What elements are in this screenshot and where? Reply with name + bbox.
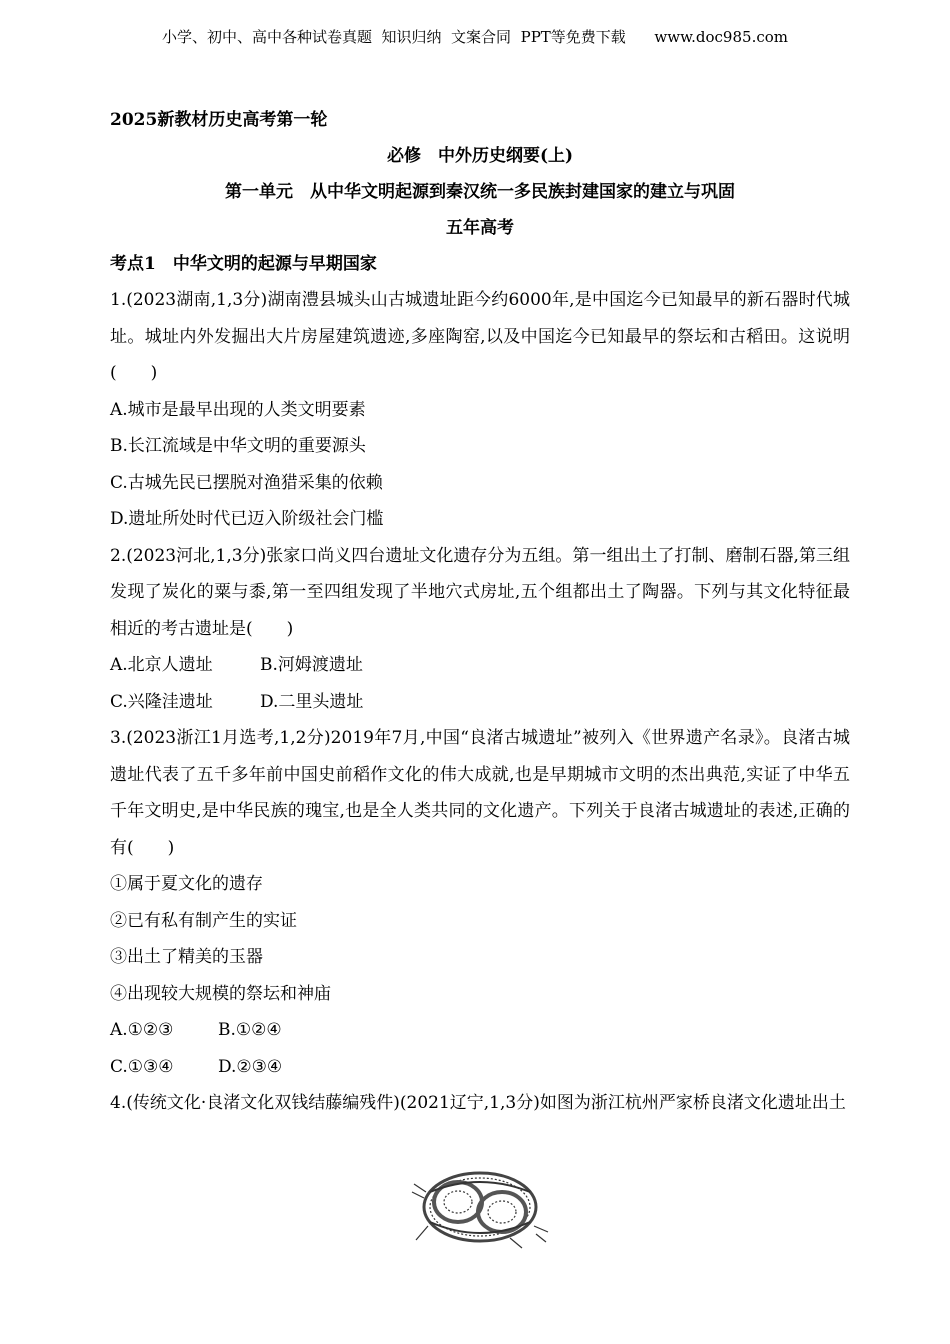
q3-option-a: A.①②③ [110,1020,174,1040]
site-header: 小学、初中、高中各种试卷真题 知识归纳 文案合同 PPT等免费下载 www.doc985.com [161,28,788,46]
q1-option-c: C.古城先民已摆脱对渔猎采集的依赖 [110,472,383,493]
q2-option-a: A.北京人遗址 [110,655,213,675]
q2-options-row-2 [110,684,850,721]
q3-item-2: ②已有私有制产生的实证 [110,910,297,931]
q3-item-1: ①属于夏文化的遗存 [110,874,263,894]
rattan-knot-figure [410,1162,550,1252]
q3-item-4: ④出现较大规模的祭坛和神庙 [110,983,331,1004]
question-2 [110,538,850,721]
doc-title: 2025新教材历史高考第一轮 [110,110,328,130]
q3-options-row-1 [110,1012,850,1049]
q2-options-row-1 [110,647,850,684]
q1-option-b: B.长江流域是中华文明的重要源头 [110,436,366,456]
question-2-stem: 2.(2023河北,1,3分)张家口尚义四台遗址文化遗存分为五组。第一组出土了打制、磨制石器,第三组发现了炭化的粟与黍,第一至四组发现了半地穴式房址,五个组都出土了陶器。下列与其文化特征最相近的考古遗址是( ) [110,545,850,639]
section-title: 五年高考 [446,218,514,238]
unit-title: 第一单元 从中华文明起源到秦汉统一多民族封建国家的建立与巩固 [225,182,735,202]
question-4 [110,1085,850,1122]
question-4-stem: 4.(传统文化·良渚文化双钱结藤编残件)(2021辽宁,1,3分)如图为浙江杭州严家桥良渚文化遗址出土 [110,1093,846,1113]
q2-option-d: D.二里头遗址 [260,691,364,712]
q2-option-c: C.兴隆洼遗址 [110,691,213,712]
q3-option-c: C.①③④ [110,1056,174,1077]
topic-heading: 考点1 中华文明的起源与早期国家 [110,254,377,274]
q1-option-d: D.遗址所处时代已迈入阶级社会门槛 [110,509,384,529]
q3-option-b: B.①②④ [218,1020,282,1040]
question-3 [110,720,850,1085]
q1-option-a: A.城市是最早出现的人类文明要素 [110,399,366,420]
q3-item-3: ③出土了精美的玉器 [110,947,263,967]
document-body [110,102,850,1122]
doc-subtitle: 必修 中外历史纲要(上) [386,146,574,166]
question-1-stem: 1.(2023湖南,1,3分)湖南澧县城头山古城遗址距今约6000年,是中国迄今已知最早的新石器时代城址。城址内外发掘出大片房屋建筑遗迹,多座陶窑,以及中国迄今已知最早的祭坛和古稻田。这说明( ) [110,290,850,383]
q3-option-d: D.②③④ [218,1056,283,1077]
question-3-stem: 3.(2023浙江1月选考,1,2分)2019年7月,中国“良渚古城遗址”被列入《世界遗产名录》。良渚古城遗址代表了五千多年前中国史前稻作文化的伟大成就,也是早期城市文明的杰出典范,实证了中华五千年文明史,是中华民族的瑰宝,也是全人类共同的文化遗产。下列关于良渚古城遗址的表述,正确的有( ) [110,728,850,858]
q2-option-b: B.河姆渡遗址 [260,655,363,675]
question-1 [110,282,850,538]
q3-options-row-2 [110,1049,850,1086]
